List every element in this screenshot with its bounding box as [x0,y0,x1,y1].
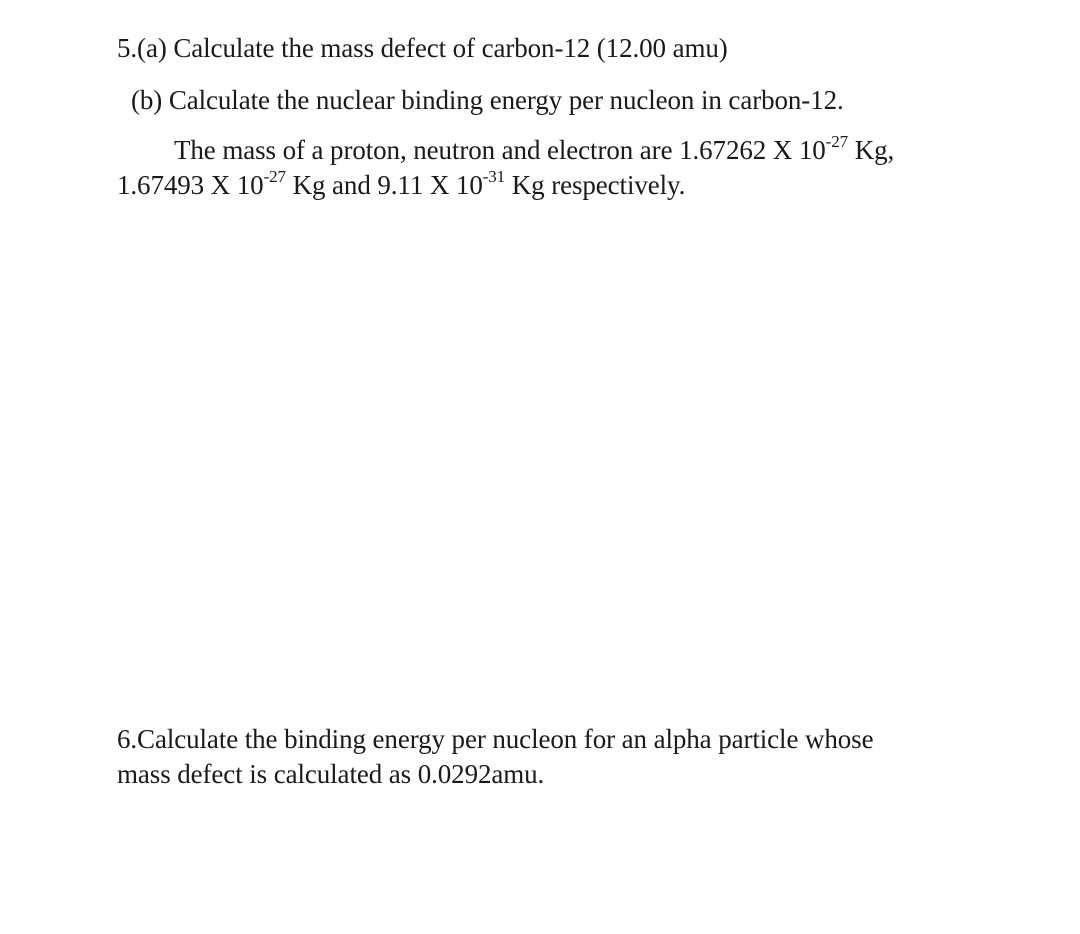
exponent: -31 [482,167,506,186]
question-5b: (b) Calculate the nuclear binding energy per nucleon in carbon-12. [131,85,844,115]
question-6-line-1: 6.Calculate the binding energy per nucleon for an alpha particle whose [117,724,874,754]
given-text: 1.67493 X 10 [117,170,264,200]
given-text: The mass of a proton, neutron and electron are 1.67262 X 10 [174,135,826,165]
given-text: Kg respectively. [505,170,686,200]
given-text: Kg, [848,135,895,165]
exponent: -27 [825,132,849,151]
question-5a: 5.(a) Calculate the mass defect of carbon-12 (12.00 amu) [117,33,728,63]
question-6-line-2: mass defect is calculated as 0.0292amu. [117,759,545,789]
exponent: -27 [263,167,286,186]
given-text: Kg and 9.11 X 10 [285,170,483,200]
question-5-given-line-2 [117,168,685,202]
question-5-given-line-1 [174,133,894,167]
